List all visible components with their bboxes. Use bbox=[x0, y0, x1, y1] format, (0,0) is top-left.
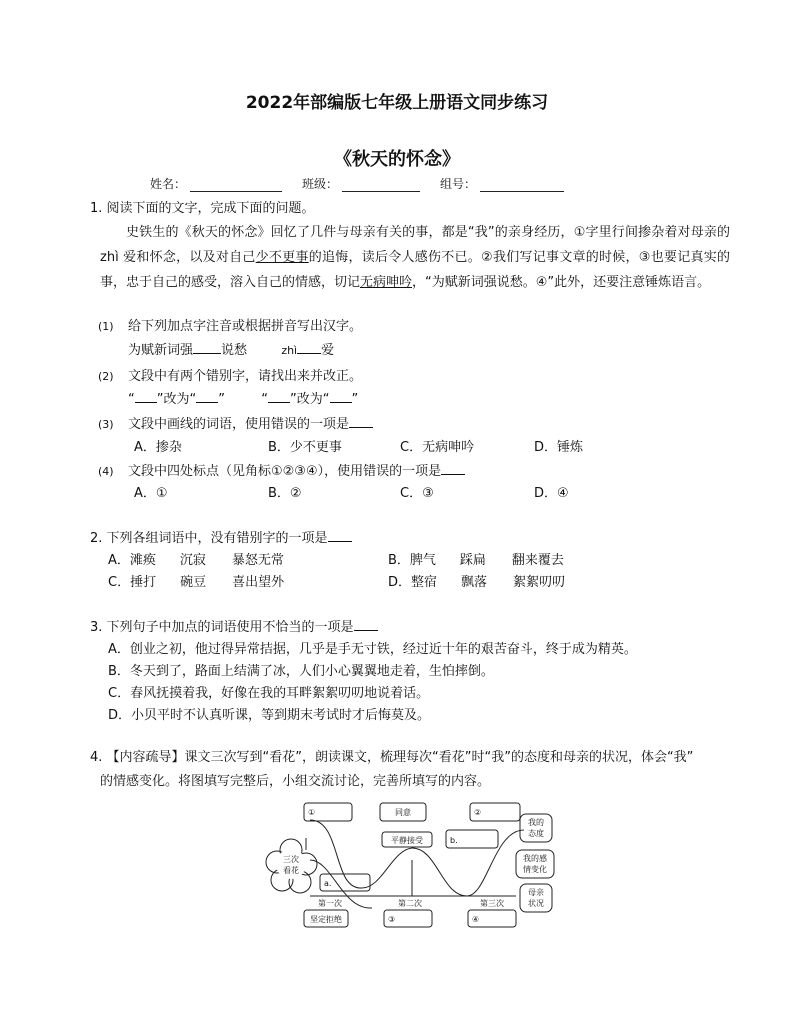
sub-number: (1) bbox=[98, 320, 114, 333]
q3-option-b[interactable]: B．冬天到了，路面上结满了冰，人们小心翼翼地走着，生怕摔倒。 bbox=[108, 664, 494, 679]
q1-sub3-option-b[interactable]: B．少不更事 bbox=[268, 440, 342, 455]
q4-stem-line1: 4. 【内容疏导】课文三次写到“看花”，朗读课文，梳理每次“看花”时“我”的态度和母亲的状况，体会“我” bbox=[90, 750, 694, 765]
quote-mark: “ bbox=[128, 392, 135, 407]
q3-stem-text: 3. 下列句子中加点的词语使用不恰当的一项是 bbox=[90, 620, 354, 635]
second-time-label: 第二次 bbox=[398, 899, 422, 908]
answer-blank[interactable] bbox=[354, 618, 378, 631]
option-word: 沉寂 bbox=[179, 553, 206, 568]
sub-number: (2) bbox=[98, 370, 114, 383]
option-label: D． bbox=[388, 575, 412, 590]
q1-sub2-line bbox=[128, 389, 358, 411]
q2-stem bbox=[90, 527, 730, 551]
box2-label: ② bbox=[474, 808, 482, 817]
side-label: 情变化 bbox=[523, 865, 547, 874]
first-time-label: 第一次 bbox=[318, 899, 342, 908]
sub-text: 文段中四处标点（见角标①②③④），使用错误的一项是 bbox=[128, 464, 442, 479]
class-label: 班级： bbox=[302, 177, 339, 191]
side-label: 我的 bbox=[528, 818, 544, 827]
underlined-phrase: 无病呻吟 bbox=[360, 275, 413, 290]
phrase-text: 为赋新词强 bbox=[128, 343, 194, 358]
q1-passage bbox=[100, 220, 730, 295]
q1-stem: 1. 阅读下面的文字，完成下面的问题。 bbox=[90, 201, 315, 216]
q1-sub4-option-b[interactable]: B．② bbox=[268, 486, 302, 501]
answer-blank[interactable] bbox=[349, 415, 373, 428]
option-label: C． bbox=[108, 575, 131, 590]
answer-blank[interactable] bbox=[441, 462, 465, 475]
sub-number: (3) bbox=[98, 418, 114, 431]
box-a-label: a. bbox=[324, 879, 332, 888]
box-b-label: b. bbox=[450, 836, 458, 845]
option-word: 飘落 bbox=[461, 575, 488, 590]
quote-mark: ” bbox=[351, 392, 359, 407]
group-field[interactable] bbox=[480, 179, 564, 192]
q1-sub2 bbox=[98, 366, 362, 388]
third-time-label: 第三次 bbox=[480, 899, 504, 908]
option-label: B． bbox=[388, 553, 410, 568]
worksheet-title: 2022年部编版七年级上册语文同步练习 bbox=[245, 93, 549, 113]
class-field[interactable] bbox=[342, 179, 420, 192]
group-label: 组号： bbox=[440, 177, 477, 191]
sub-text: 文段中画线的词语，使用错误的一项是 bbox=[128, 417, 350, 432]
q3-option-c[interactable]: C．春风抚摸着我，好像在我的耳畔絮絮叨叨地说着话。 bbox=[108, 686, 430, 701]
q2-option-a[interactable] bbox=[108, 550, 284, 572]
quote-mark: ” bbox=[218, 392, 225, 407]
phrase-text: 说愁 bbox=[221, 343, 248, 358]
sub-number: (4) bbox=[98, 465, 114, 478]
q1-sub3-option-c[interactable]: C．无病呻吟 bbox=[400, 440, 475, 455]
name-label: 姓名： bbox=[150, 177, 187, 191]
box3-label: ③ bbox=[388, 915, 396, 924]
option-word: 捶打 bbox=[130, 575, 157, 590]
side-label: 状况 bbox=[528, 899, 544, 908]
q1-sub1-line bbox=[128, 340, 334, 362]
student-info-row bbox=[150, 175, 564, 192]
change-text: ”改为“ bbox=[290, 392, 330, 407]
option-word: 絮絮叨叨 bbox=[513, 575, 566, 590]
q1-sub3-option-a[interactable]: A．掺杂 bbox=[134, 440, 182, 455]
passage-part: 的追悔，读后令人感伤不已。②我们写记事文章的时候，③也要记真实的事，忠于自己的感受，溶入自己的情感，切记 bbox=[100, 250, 731, 290]
passage-part: 史铁生的《秋天的怀念》回忆了几件与母亲有关的事，都是“我”的亲身经历，①字里行间掺杂着对母亲的 zhì 爱和怀念，以及对自己 bbox=[100, 225, 730, 265]
q1-sub3 bbox=[98, 414, 373, 436]
q1-sub1 bbox=[98, 316, 362, 338]
agree-label: 同意 bbox=[395, 808, 411, 817]
flower-label-1: 三次 bbox=[283, 855, 299, 864]
q3-option-d[interactable]: D．小贝平时不认真听课，等到期末考试时才后悔莫及。 bbox=[108, 708, 431, 723]
q1-sub3-option-d[interactable]: D．锤炼 bbox=[534, 440, 584, 455]
lesson-title: 《秋天的怀念》 bbox=[334, 149, 460, 170]
side-label: 我的感 bbox=[523, 854, 547, 863]
option-word: 脾气 bbox=[409, 553, 436, 568]
option-word: 暴怒无常 bbox=[231, 553, 284, 568]
answer-blank[interactable] bbox=[328, 529, 352, 542]
option-word: 碗豆 bbox=[180, 575, 207, 590]
emotion-flow-diagram bbox=[262, 800, 562, 936]
pinyin-text: zhì bbox=[281, 344, 298, 357]
option-word: 喜出望外 bbox=[232, 575, 285, 590]
side-label: 态度 bbox=[528, 829, 544, 838]
sub-text: 给下列加点字注音或根据拼音写出汉字。 bbox=[128, 319, 363, 334]
calm-accept-label: 平静接受 bbox=[391, 836, 423, 845]
answer-blank[interactable] bbox=[196, 390, 218, 403]
option-word: 翻来覆去 bbox=[511, 553, 564, 568]
q2-option-b[interactable] bbox=[388, 550, 564, 572]
box1-label: ① bbox=[308, 808, 316, 817]
answer-blank[interactable] bbox=[268, 390, 290, 403]
q4-stem-line2: 的情感变化。将图填写完整后，小组交流讨论，完善所填写的内容。 bbox=[100, 774, 491, 789]
sub-text: 文段中有两个错别字，请找出来并改正。 bbox=[128, 369, 363, 384]
q3-stem bbox=[90, 616, 730, 640]
underlined-phrase: 少不更事 bbox=[255, 250, 309, 265]
flower-label-2: 看花 bbox=[283, 866, 299, 875]
phrase-text: 爱 bbox=[321, 343, 335, 358]
q1-sub4 bbox=[98, 461, 465, 483]
option-word: 滩痪 bbox=[129, 553, 156, 568]
answer-blank[interactable] bbox=[297, 341, 321, 354]
change-text: ”改为“ bbox=[156, 392, 197, 407]
q1-sub4-option-d[interactable]: D．④ bbox=[534, 486, 569, 501]
q1-sub4-option-c[interactable]: C．③ bbox=[400, 486, 434, 501]
attitude-curve bbox=[310, 820, 412, 888]
answer-blank[interactable] bbox=[193, 341, 221, 354]
attitude-curve bbox=[412, 830, 524, 896]
box4-label: ④ bbox=[472, 915, 480, 924]
name-field[interactable] bbox=[190, 179, 282, 192]
passage-part: ，“为赋新词强说愁。④”此外，还要注意锤炼语言。 bbox=[412, 275, 711, 290]
answer-blank[interactable] bbox=[330, 390, 352, 403]
q2-stem-text: 2. 下列各组词语中，没有错别字的一项是 bbox=[90, 531, 328, 546]
q1-sub4-option-a[interactable]: A．① bbox=[134, 486, 168, 501]
refuse-label: 坚定拒绝 bbox=[310, 915, 342, 924]
option-word: 整宿 bbox=[411, 575, 438, 590]
side-label: 母亲 bbox=[528, 888, 544, 897]
q3-option-a[interactable]: A．创业之初，他过得异常拮据，几乎是手无寸铁，经过近十年的艰苦奋斗，终于成为精英。 bbox=[108, 642, 637, 657]
option-word: 踩扁 bbox=[459, 553, 486, 568]
option-label: A． bbox=[108, 553, 130, 568]
q2-option-d[interactable] bbox=[388, 572, 565, 594]
answer-blank[interactable] bbox=[135, 390, 157, 403]
q2-option-c[interactable] bbox=[108, 572, 284, 594]
quote-mark: “ bbox=[261, 392, 269, 407]
